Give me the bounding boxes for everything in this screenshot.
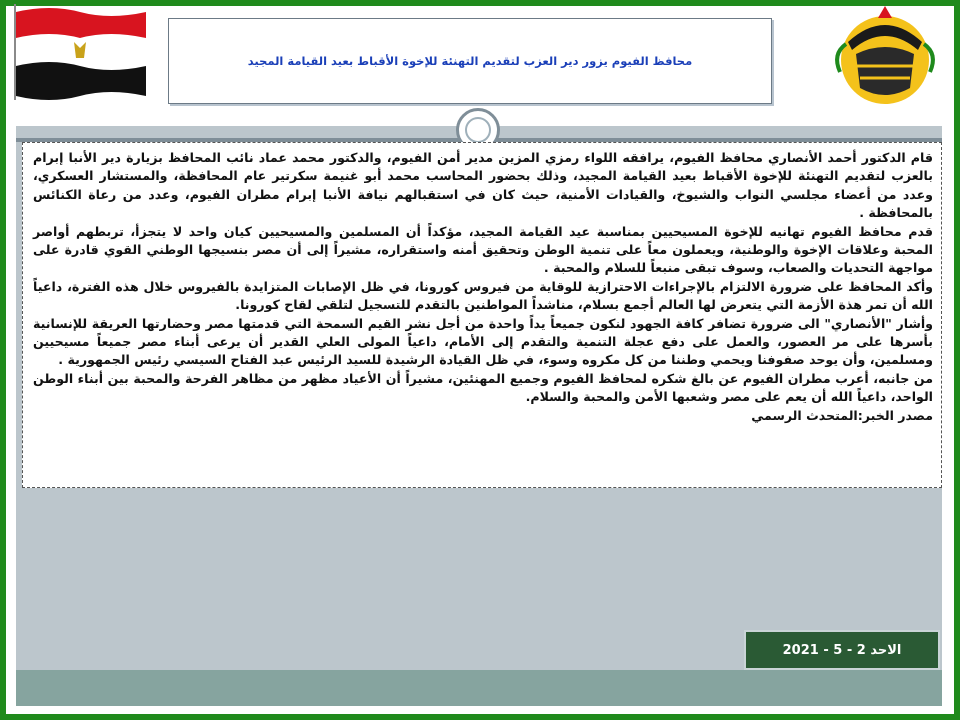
article-paragraph: قدم محافظ الفيوم تهانيه للإخوة المسيحيين بمناسبة عيد القيامة المجيد، مؤكداً أن المسلمين والمسيحيين كيان واحد لا يتجزأ، تربطهم أواصر المحبة وعلاقات الإخوة والوطنية، ويعملون معاً على تنمية الوطن وتحقيق أمنه واستقراره، مشيراً إلى أن مصر بنسيجها الوطني القوي قادرة على مواجهة التحديات والصعاب، وسوف تبقى منبعاً للسلام والمحبة . bbox=[33, 223, 933, 276]
headline-title: محافظ الفيوم يزور دير العزب لتقديم التهنئة للإخوة الأقباط بعيد القيامة المجيد bbox=[247, 54, 693, 68]
article-body bbox=[23, 143, 941, 425]
article-paragraph: قام الدكتور أحمد الأنصاري محافظ الفيوم، يرافقه اللواء رمزي المزين مدير أمن الفيوم، والدكتور محمد عماد نائب المحافظ بزيارة دير الأنبا إبرام بالعزب لتقديم التهنئة للإخوة الأقباط بعيد القيامة المجيد، وذلك بحضور المحاسب محمد أبو غنيمة سكرتير عام المحافظة، والمستشار العسكري، وعدد من أعضاء مجلسي النواب والشيوخ، والقيادات الأمنية، حيث كان في استقبالهم نيافة الأنبا إبرام مطران الفيوم، وعدد من رعاة الكنائس بالمحافظة . bbox=[33, 150, 933, 221]
article-paragraph: وأشار "الأنصاري" الى ضرورة تضافر كافة الجهود لنكون جميعاً يداً واحدة من أجل نشر القيم السمحة التي قدمتها مصر وحضارتها العريقة للإنسانية بأسرها على مر العصور، والعمل على دفع عجلة التنمية والتقدم إلى الأمام، داعياً المولى العلي القدير أن يرعى أبناء مصر جميعاً مسيحيين ومسلمين، وأن يوحد صفوفنا ويحمي وطننا من كل مكروه وسوء، في ظل القيادة الرشيدة للسيد الرئيس عبد الفتاح السيسي رئيس الجمهورية . bbox=[33, 315, 933, 368]
headline-box bbox=[168, 18, 772, 104]
news-source: مصدر الخبر:المتحدث الرسمي bbox=[751, 407, 933, 423]
egypt-flag-icon bbox=[10, 4, 150, 100]
article-paragraph: من جانبه، أعرب مطران الفيوم عن بالغ شكره لمحافظ الفيوم وجميع المهنئين، مشيراً أن الأعياد مظهر من مظاهر الفرحة والمحبة بين أبناء الوطن الواحد، داعياً الله أن يعم على مصر وشعبها الأمن والمحبة والسلام. bbox=[33, 370, 933, 405]
publish-date: الاحد 2 - 5 - 2021 bbox=[782, 642, 902, 658]
article-paragraph: وأكد المحافظ على ضرورة الالتزام بالإجراءات الاحترازية للوقاية من فيروس كورونا، في ظل الإصابات المتزايدة بالفيروس خلال هذه الفترة، داعياً الله أن تمر هذة الأزمة التي يتعرض لها العالم أجمع بسلام، مناشداً المواطنين بالتقدم للتسجيل لتلقي لقاح كورونا. bbox=[33, 278, 933, 313]
footer-strip bbox=[16, 670, 942, 706]
fayoum-governorate-logo-icon bbox=[826, 4, 944, 110]
date-badge bbox=[744, 630, 940, 670]
article-box bbox=[22, 142, 942, 488]
